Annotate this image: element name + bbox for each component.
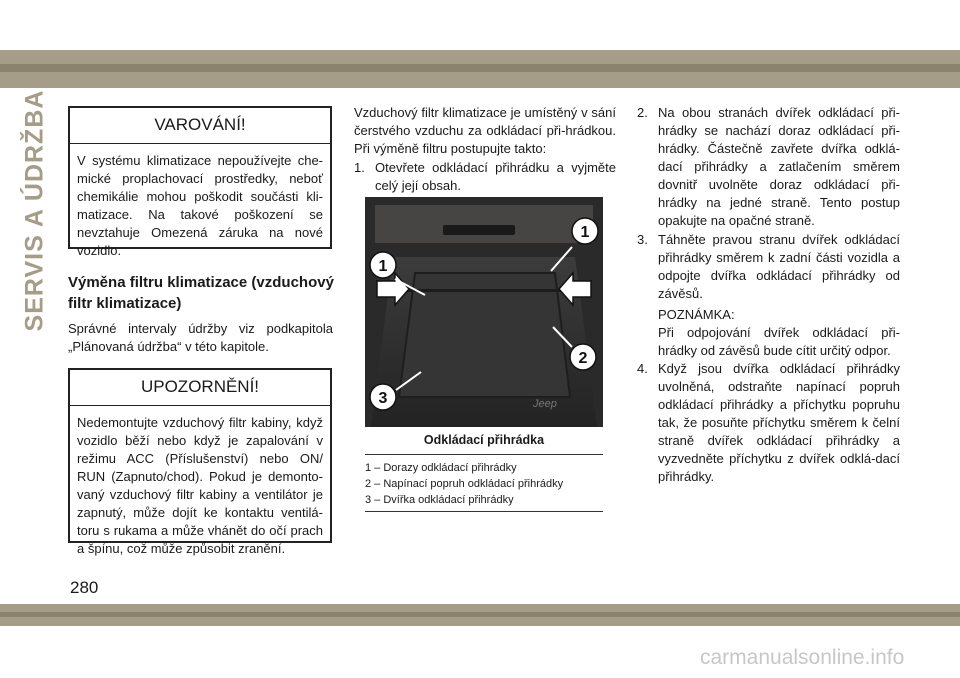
caution-box xyxy=(68,368,332,556)
note-block xyxy=(658,306,900,360)
page-number: 280 xyxy=(70,578,99,597)
footer-band xyxy=(0,604,960,626)
step-3: 3. Táhněte pravou stranu dvířek odkládací přihrádky směrem k zadní části vozidla a odpojte dvířka odkládací přihrádky od závěsů. xyxy=(637,232,900,301)
legend-item-1: 1 – Dorazy odkládací přihrádky xyxy=(365,462,517,474)
caution-body: Nedemontujte vzduchový filtr kabiny, když vozidlo běží nebo když je zapalování v režimu ACC (Příslušenství) nebo ON/ RUN (Zapnuto/chod). Pokud je demonto-vaný vzduchový filtr kabiny a ventilátor je zapnutý, může dojít ke kontaktu ventilá-toru s rukama a může vhánět do očí prach a špínu, což může způsobit zranění. xyxy=(77,415,323,556)
svg-text:2: 2 xyxy=(578,350,588,367)
brand-mark: Jeep xyxy=(533,398,557,410)
warning-title: VAROVÁNÍ! xyxy=(70,108,330,144)
header-band xyxy=(0,50,960,88)
step-1: 1. Otevřete odkládací přihrádku a vyjměte celý její obsah. xyxy=(354,160,616,193)
legend-item-3: 3 – Dvířka odkládací přihrádky xyxy=(365,494,514,506)
figure-caption: Odkládací přihrádka xyxy=(423,433,545,447)
caption-divider xyxy=(365,454,603,455)
section-heading: Výměna filtru klimatizace (vzduchový filtr klimatizace) xyxy=(68,274,334,312)
caution-title: UPOZORNĚNÍ! xyxy=(70,370,330,406)
note-title: POZNÁMKA: xyxy=(658,307,735,322)
warning-body: V systému klimatizace nepoužívejte che-mické proplachovací prostředky, neboť chemikálie mohou poškodit součásti kli-matizace. Na takové poškození se nevztahuje Omezená záruka na nové vozidlo. xyxy=(77,153,323,258)
section-label xyxy=(20,89,50,331)
warning-box xyxy=(68,106,332,258)
step-2: 2. Na obou stranách dvířek odkládací při-hrádky se nachází doraz odkládací při-hrádky. Částečně zavřete dvířka odklá-dací přihrádky a zatlačením směrem dovnitř uvolněte doraz odkládací při-hrádky na jedné straně. Tento postup opakujte na opačné straně. xyxy=(637,105,900,228)
legend-item-2: 2 – Napínací popruh odkládací přihrádky xyxy=(365,478,564,490)
glovebox-photo xyxy=(365,197,603,427)
legend-divider xyxy=(365,511,603,512)
intro-paragraph: Správné intervaly údržby viz podkapitola „Plánovaná údržba“ v této kapitole. xyxy=(68,321,333,354)
svg-text:1: 1 xyxy=(378,258,388,275)
section-label-text: SERVIS A ÚDRŽBA xyxy=(20,89,49,331)
note-text: Při odpojování dvířek odkládací při-hrádky od závěsů bude cítit určitý odpor. xyxy=(658,325,900,358)
location-paragraph: Vzduchový filtr klimatizace je umístěný v sání čerstvého vzduchu za odkládací při-hrádkou. Při výměně filtru postupujte takto: xyxy=(354,105,616,156)
svg-text:1: 1 xyxy=(580,224,590,241)
svg-text:3: 3 xyxy=(378,390,388,407)
watermark-text: carmanualsonline.info xyxy=(700,646,905,669)
step-4: 4. Když jsou dvířka odkládací přihrádky uvolněná, odstraňte napínací popruh odkládací přihrádky a příchytku popruhu tak, že posuňte příchytku směrem k čelní straně dvířek odkládací přihrádky a vyzvedněte příchytku z dvířek odklá-dací přihrádky. xyxy=(637,361,900,484)
